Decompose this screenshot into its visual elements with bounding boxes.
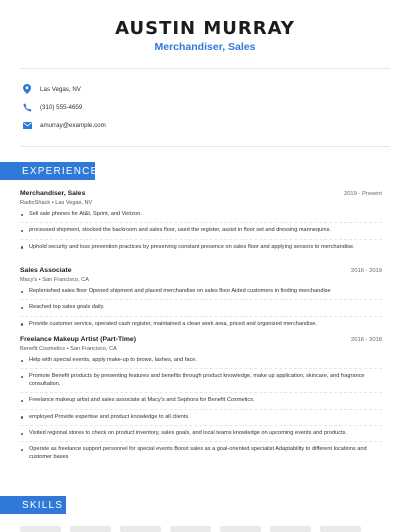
bullet-item: Visited regional stores to check on product inventory, sales goals, and local teams knowledge on upcoming events and products. bbox=[20, 430, 382, 442]
bullet-item: Freelance makeup artist and sales associate at Macy's and Sephora for Benefit Cosmetics. bbox=[20, 397, 382, 409]
job-company-line: Benefit Cosmetics • San Francisco, CA bbox=[20, 346, 117, 352]
skill-item bbox=[20, 526, 61, 532]
bullet-item: employed Provide expertise and product knowledge to all clients. bbox=[20, 414, 382, 426]
resume-name: AUSTIN MURRAY bbox=[115, 18, 295, 39]
bullet-item: Provide customer service, operated cash register, maintained a clean work area, priced and organized merchandise. bbox=[20, 321, 382, 332]
job-bullets bbox=[20, 288, 382, 332]
skill-item bbox=[170, 526, 211, 532]
contact-location bbox=[22, 83, 81, 95]
phone-icon bbox=[22, 102, 32, 112]
contact-email bbox=[22, 119, 106, 131]
divider bbox=[20, 68, 390, 69]
contact-email-text[interactable]: amurray@example.com bbox=[40, 121, 106, 129]
job-location: San Francisco, CA bbox=[42, 277, 89, 283]
contact-location-text: Las Vegas, NV bbox=[40, 85, 81, 93]
job-location: San Francisco, CA bbox=[70, 346, 117, 352]
job-title: Freelance Makeup Artist (Part-Time) bbox=[20, 336, 136, 343]
bullet-item: Replenished sales floor Opened shipment and placed merchandise on sales floor Aided customers in finding merchandise bbox=[20, 288, 382, 300]
bullet-item: Reached top sales goals daily. bbox=[20, 304, 382, 316]
experience-item bbox=[20, 336, 382, 469]
job-company: Benefit Cosmetics bbox=[20, 346, 66, 352]
job-bullets bbox=[20, 357, 382, 465]
job-dates: 2019 - Present bbox=[343, 191, 382, 197]
bullet-item: Help with special events, apply make-up to brows, lashes, and face. bbox=[20, 357, 382, 369]
skill-item bbox=[220, 526, 261, 532]
divider bbox=[20, 146, 390, 147]
job-title: Merchandiser, Sales bbox=[20, 190, 86, 197]
job-company: RadioShack bbox=[20, 200, 51, 206]
contact-phone-text: (310) 555-4659 bbox=[40, 103, 83, 111]
envelope-icon bbox=[22, 120, 32, 130]
job-dates: 2016 - 2018 bbox=[351, 337, 382, 343]
bullet-item: Sell sale phones for At&t, Sprint, and Verizon. bbox=[20, 211, 382, 223]
skill-item bbox=[120, 526, 161, 532]
experience-item bbox=[20, 190, 382, 259]
map-pin-icon bbox=[22, 84, 32, 94]
experience-item bbox=[20, 267, 382, 336]
skills-list bbox=[20, 526, 361, 532]
bullet-item: Operate as freelance support personnel for special events Boost sales as a goal-oriented specialist Adaptability to different locations and customer bases bbox=[20, 446, 382, 465]
job-company-line: RadioShack • Las Vegas, NV bbox=[20, 200, 93, 206]
job-dates: 2016 - 2019 bbox=[351, 268, 382, 274]
skill-item bbox=[270, 526, 311, 532]
job-company-line: Macy's • San Francisco, CA bbox=[20, 277, 89, 283]
bullet-item: Uphold security and loss prevention practices by preserving constant presence on sales floor and applying sensors to merchandise. bbox=[20, 244, 382, 255]
contact-phone bbox=[22, 101, 82, 113]
section-header-skills: SKILLS bbox=[0, 496, 66, 514]
bullet-item: processed shipment, stocked the backroom and sales floor, used the register, assist in floor set and dressing mannequins. bbox=[20, 227, 382, 239]
skill-item bbox=[320, 526, 361, 532]
section-header-experience: EXPERIENCE bbox=[0, 162, 95, 180]
job-title: Sales Associate bbox=[20, 267, 72, 274]
job-location: Las Vegas, NV bbox=[55, 200, 93, 206]
resume-job-title: Merchandiser, Sales bbox=[154, 41, 256, 53]
skill-item bbox=[70, 526, 111, 532]
bullet-item: Promote Benefit products by presenting features and benefits through product knowledge, make up application, skincare, and fragrance consultation. bbox=[20, 373, 382, 393]
job-bullets bbox=[20, 211, 382, 255]
job-company: Macy's bbox=[20, 277, 38, 283]
